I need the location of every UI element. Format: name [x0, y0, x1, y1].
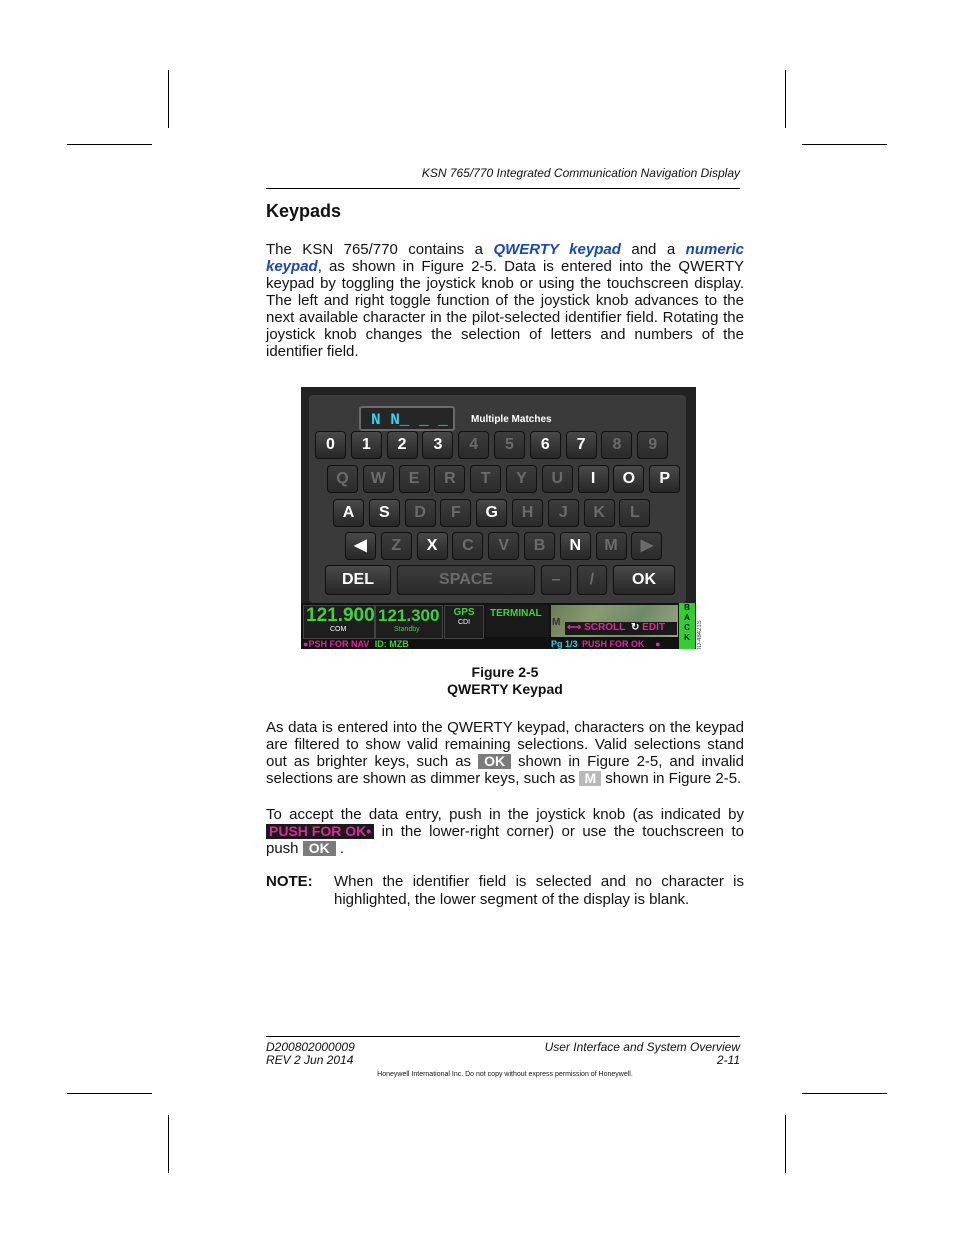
- key-h: H: [512, 499, 543, 527]
- key-q: Q: [327, 465, 358, 493]
- m-key-sample: M: [579, 771, 601, 786]
- key-0: 0: [315, 431, 346, 459]
- body-text: .: [335, 840, 345, 857]
- section-heading: Keypads: [266, 201, 342, 221]
- gps-label: GPS: [453, 607, 475, 618]
- ok-key-sample: OK: [478, 754, 511, 769]
- back-tab: [679, 603, 695, 649]
- gps-panel: [444, 605, 484, 639]
- key-right-arrow: ▶: [631, 532, 662, 560]
- key-v: V: [488, 532, 519, 560]
- identifier-field: N N_ _ _: [359, 406, 455, 431]
- key-y: Y: [506, 465, 537, 493]
- body-text: shown in Figure 2-5, and invalid selections are shown as dimmer keys, such as: [266, 753, 744, 787]
- key-f: F: [440, 499, 471, 527]
- key-5: 5: [494, 431, 525, 459]
- revision: REV 2 Jun 2014: [266, 1053, 354, 1067]
- figure-title: QWERTY Keypad: [447, 681, 563, 697]
- key-8: 8: [601, 431, 632, 459]
- qwerty-keypad-link[interactable]: QWERTY keypad: [493, 241, 621, 258]
- back-letter: B: [684, 603, 690, 612]
- back-letter: K: [684, 633, 690, 642]
- intro-text: and a: [620, 241, 686, 258]
- crop-mark: [67, 1093, 152, 1094]
- crop-mark: [168, 70, 169, 128]
- key-k: K: [584, 499, 615, 527]
- map-panel: [551, 605, 678, 637]
- dash-key: –: [541, 565, 571, 595]
- terminal-panel: [485, 605, 549, 637]
- key-s: S: [369, 499, 400, 527]
- rotate-icon: ↻: [631, 622, 640, 633]
- figure-number: Figure 2-5: [471, 664, 539, 680]
- intro-paragraph: [266, 241, 744, 360]
- intro-text: , as shown in Figure 2-5. Data is entered into the QWERTY keypad by toggling the joystick knob or using the touchscreen display. The left and right toggle function of the joystick knob advances to the next available character in the pilot-selected identifier field. Rotating the joystick knob changes the selection of letters and numbers of the identifier field.: [266, 258, 744, 360]
- note-text: When the identifier field is selected and no character is highlighted, the lower segment of the display is blank.: [334, 873, 744, 908]
- com-frequency: 121.900: [306, 605, 375, 626]
- crop-mark: [168, 1115, 169, 1173]
- multiple-matches-label: Multiple Matches: [471, 414, 552, 425]
- key-b: B: [524, 532, 555, 560]
- ok-key: OK: [613, 565, 675, 595]
- standby-label: Standby: [394, 626, 420, 633]
- body-text: in the lower-right corner) or use the touchscreen to push: [266, 823, 744, 857]
- key-x: X: [417, 532, 448, 560]
- status-bar: [301, 603, 696, 649]
- key-z: Z: [381, 532, 412, 560]
- key-9: 9: [637, 431, 668, 459]
- doc-number: D200802000009: [266, 1040, 355, 1054]
- qwerty-keypad-figure: [301, 387, 703, 649]
- com-label: COM: [330, 626, 347, 633]
- key-g: G: [476, 499, 507, 527]
- key-u: U: [542, 465, 573, 493]
- key-m: M: [596, 532, 627, 560]
- back-letter: A: [684, 613, 690, 622]
- slash-key: /: [577, 565, 607, 595]
- key-p: P: [649, 465, 680, 493]
- key-7: 7: [566, 431, 597, 459]
- header-rule: [266, 188, 740, 189]
- key-e: E: [399, 465, 430, 493]
- back-letter: C: [684, 623, 690, 632]
- key-1: 1: [351, 431, 382, 459]
- map-m-label: M: [552, 617, 561, 628]
- edit-text: EDIT: [642, 622, 665, 633]
- body-text: shown in Figure 2-5.: [601, 770, 742, 787]
- key-n: N: [560, 532, 591, 560]
- scroll-text: SCROLL: [584, 622, 626, 633]
- page-indicator: Pg 1/3: [551, 639, 578, 649]
- crop-mark: [802, 144, 887, 145]
- psh-for-nav-label: ●PSH FOR NAV: [303, 639, 370, 649]
- key-w: W: [363, 465, 394, 493]
- intro-text: The KSN 765/770 contains a: [266, 241, 494, 258]
- page-number: 2-11: [716, 1053, 740, 1067]
- filter-paragraph: [266, 719, 744, 787]
- key-r: R: [434, 465, 465, 493]
- key-c: C: [452, 532, 483, 560]
- push-for-ok-sample: PUSH FOR OK•: [266, 824, 374, 839]
- copyright: Honeywell International Inc. Do not copy without express permission of Honeywell.: [377, 1071, 633, 1078]
- note-label: NOTE:: [266, 873, 313, 890]
- crop-mark: [67, 144, 152, 145]
- key-3: 3: [422, 431, 453, 459]
- key-j: J: [548, 499, 579, 527]
- lower-status-left: [303, 639, 553, 649]
- key-4: 4: [458, 431, 489, 459]
- key-o: O: [613, 465, 644, 493]
- com-panel: [303, 605, 375, 639]
- key-6: 6: [530, 431, 561, 459]
- space-key: SPACE: [397, 565, 535, 595]
- standby-panel: [375, 605, 443, 639]
- key-i: I: [578, 465, 609, 493]
- scroll-arrows-icon: ⟷: [567, 622, 585, 633]
- lower-status-right: [551, 639, 678, 649]
- body-text: To accept the data entry, push in the joystick knob (as indicated by: [266, 806, 744, 823]
- terminal-label: TERMINAL: [490, 608, 542, 619]
- numeric-keypad-link[interactable]: numeric keypad: [266, 241, 745, 275]
- edit-label: [631, 622, 665, 633]
- key-d: D: [405, 499, 436, 527]
- key-2: 2: [387, 431, 418, 459]
- crop-mark: [802, 1093, 887, 1094]
- scroll-label: [567, 622, 625, 633]
- body-text: As data is entered into the QWERTY keypad, characters on the keypad are filtered to show valid remaining selections. Valid selections stand out as brighter keys, such as: [266, 719, 744, 770]
- key-l: L: [619, 499, 650, 527]
- crop-mark: [785, 1115, 786, 1173]
- footer-rule: [266, 1036, 740, 1037]
- id-label: ID: MZB: [374, 639, 409, 649]
- cdi-label: CDI: [457, 619, 471, 626]
- ok-key-sample: OK: [303, 841, 336, 856]
- push-for-ok-label: PUSH FOR OK ●: [582, 639, 661, 649]
- del-key: DEL: [325, 565, 391, 595]
- key-a: A: [333, 499, 364, 527]
- key-left-arrow: ◀: [345, 532, 376, 560]
- accept-paragraph: [266, 806, 744, 857]
- standby-frequency: 121.300: [378, 606, 440, 625]
- footer-section: User Interface and System Overview: [544, 1040, 740, 1054]
- crop-mark: [785, 70, 786, 128]
- running-header: KSN 765/770 Integrated Communication Navigation Display: [421, 166, 740, 180]
- key-t: T: [470, 465, 501, 493]
- keypad-screen: [309, 395, 686, 603]
- figure-id-code: ID-48421S: [697, 620, 703, 649]
